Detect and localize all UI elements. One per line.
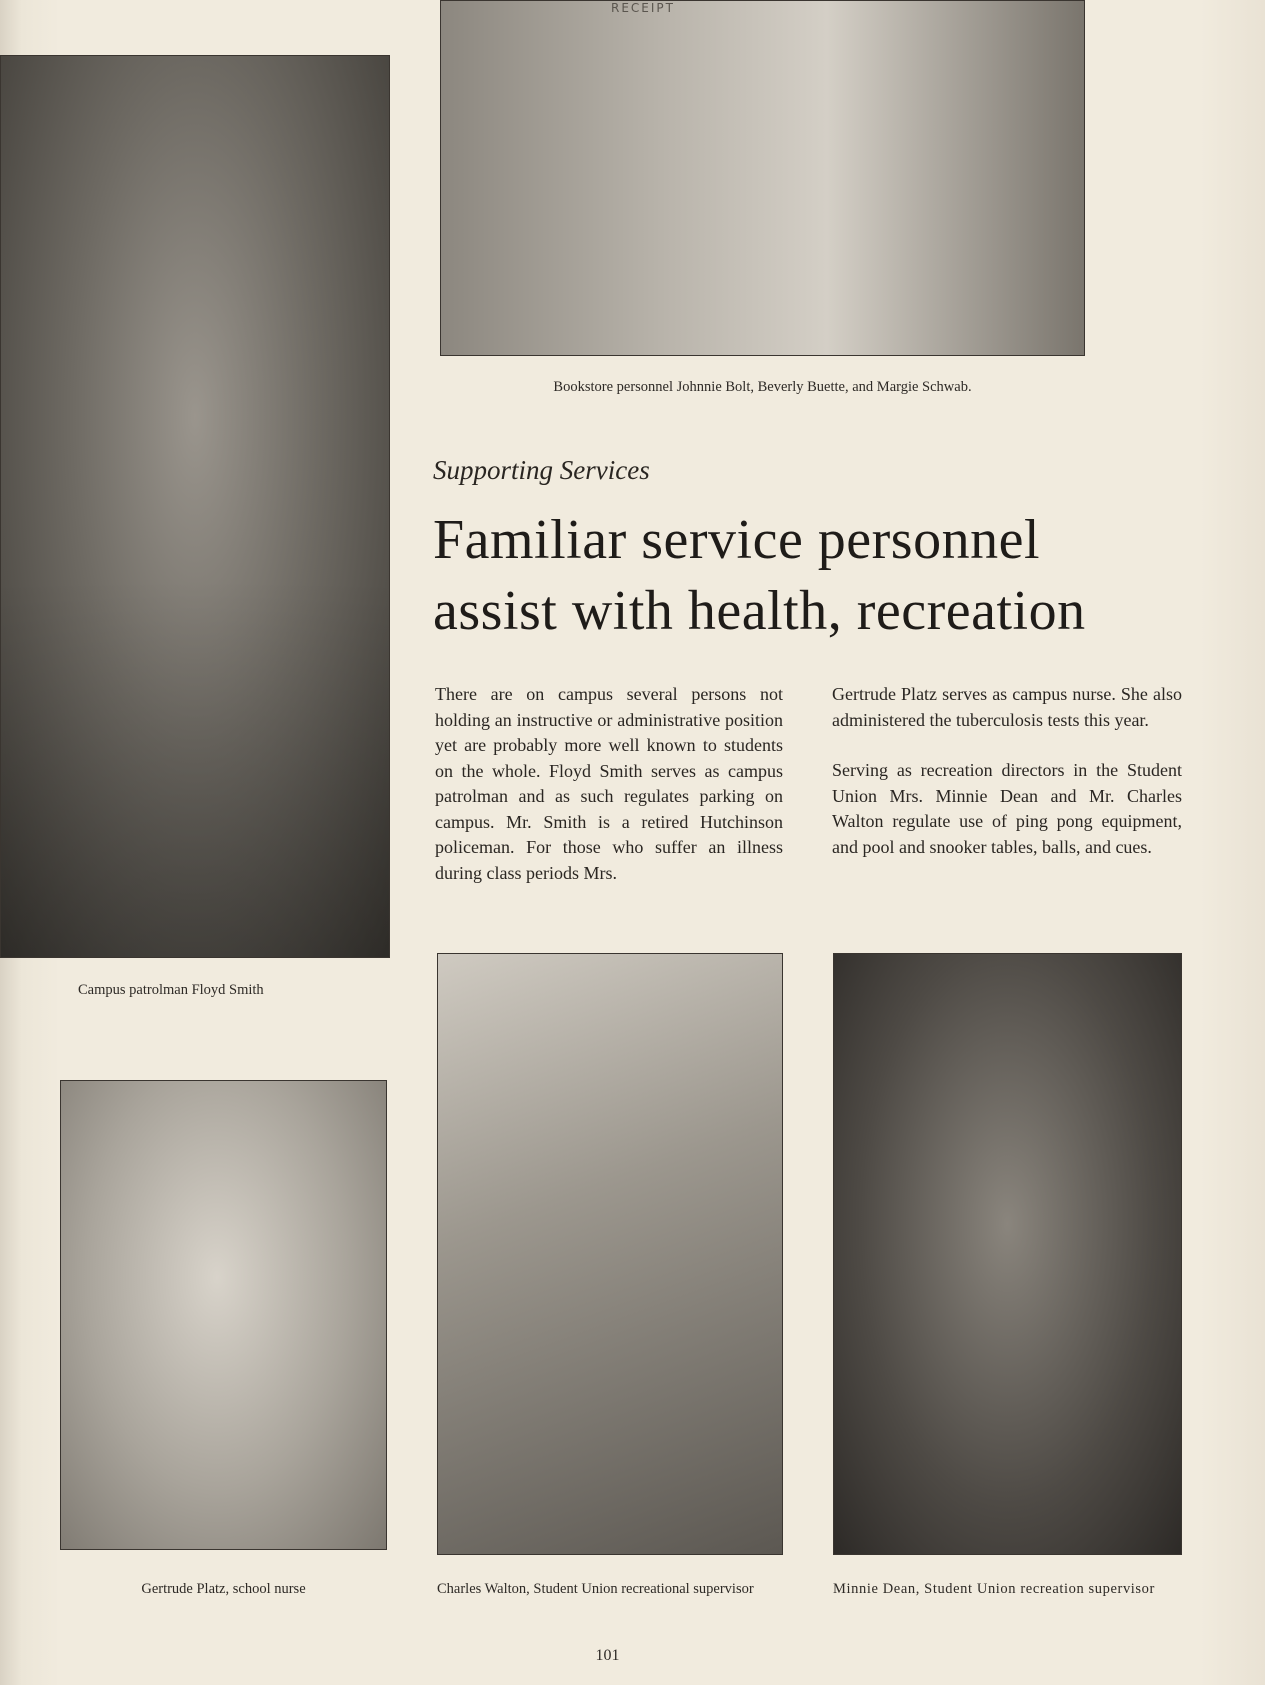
article-column-2	[832, 682, 1182, 860]
photo-bookstore-personnel	[440, 0, 1085, 356]
page-number	[0, 1647, 1265, 1665]
column-2-paragraph-2: Serving as recreation directors in the Student Union Mrs. Minnie Dean and Mr. Charles Walton regulate use of ping pong equipment, and pool and snooker tables, balls, and cues.	[832, 760, 1182, 857]
bookstore-receipt-sign: RECEIPT	[611, 1, 675, 15]
caption-patrolman: Campus patrolman Floyd Smith	[78, 982, 264, 998]
caption-nurse: Gertrude Platz, school nurse	[141, 1581, 306, 1597]
photo-school-nurse	[60, 1080, 387, 1550]
article-column-1	[435, 682, 783, 886]
photo-campus-patrolman	[0, 55, 390, 958]
page-number-text: 101	[595, 1647, 620, 1664]
caption-walton: Charles Walton, Student Union recreational supervisor	[437, 1581, 754, 1597]
headline-line-2: assist with health, recreation	[433, 580, 1086, 642]
caption-dean: Minnie Dean, Student Union recreation supervisor	[833, 1581, 1155, 1597]
caption-bookstore: Bookstore personnel Johnnie Bolt, Beverly Buette, and Margie Schwab.	[553, 379, 972, 395]
photo-charles-walton	[437, 953, 783, 1555]
headline-line-1: Familiar service personnel	[433, 509, 1041, 571]
article-headline	[433, 505, 1233, 647]
section-kicker: Supporting Services	[433, 455, 650, 485]
column-1-text: There are on campus several persons not holding an instructive or administrative position yet are probably more well known to students on the whole. Floyd Smith serves as campus patrolman and as such regulates parking on campus. Mr. Smith is a retired Hutchinson policeman. For those who suffer an illness during class periods Mrs.	[435, 684, 783, 883]
photo-minnie-dean	[833, 953, 1182, 1555]
column-2-paragraph-1: Gertrude Platz serves as campus nurse. She also administered the tuberculosis tests this year.	[832, 684, 1182, 730]
